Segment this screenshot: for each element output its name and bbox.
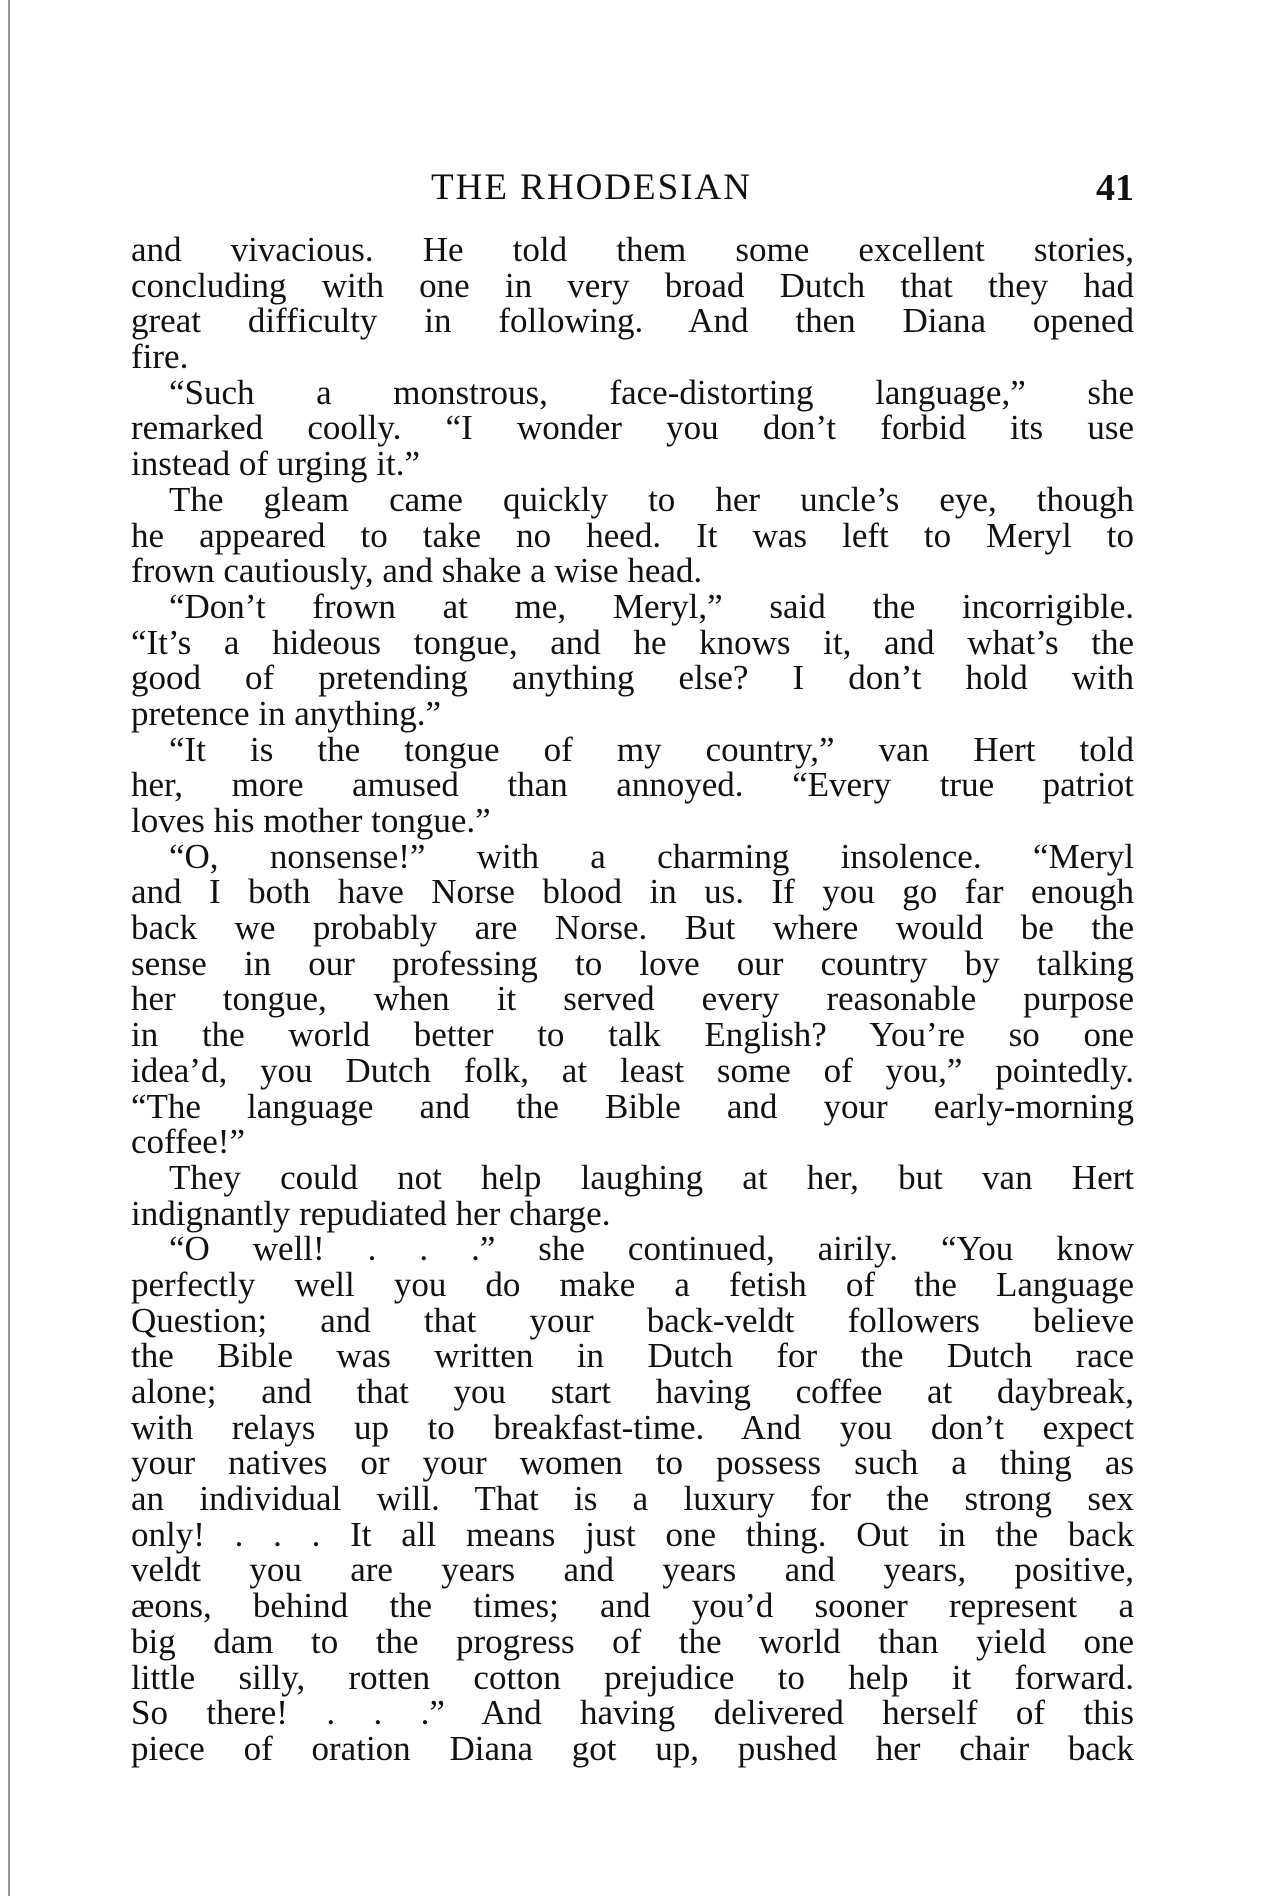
text-line: instead of urging it.” (131, 444, 421, 484)
text-line: “It’s a hideous tongue, and he knows it, and what’s the (131, 622, 1134, 662)
text-line: an individual will. That is a luxury for the strong sex (131, 1479, 1134, 1519)
text-line: only! . . . It all means just one thing. Out in the back (131, 1514, 1134, 1554)
text-line: So there! . . .” And having delivered herself of this (131, 1693, 1134, 1733)
text-line: fire. (131, 337, 189, 377)
text-line: good of pretending anything else? I don’t hold with (131, 658, 1134, 698)
text-line: piece of oration Diana got up, pushed her chair back (131, 1728, 1134, 1768)
text-line: They could not help laughing at her, but van Hert (169, 1157, 1134, 1197)
text-line: big dam to the progress of the world than yield one (131, 1621, 1134, 1661)
text-line: Question; and that your back-veldt followers believe (131, 1300, 1134, 1340)
text-line: “O, nonsense!” with a charming insolence. “Meryl (169, 836, 1134, 876)
text-line: æons, behind the times; and you’d sooner represent a (131, 1586, 1134, 1626)
text-line: in the world better to talk English? You’re so one (131, 1015, 1134, 1055)
text-line: sense in our professing to love our country by talking (131, 943, 1134, 983)
text-line: and vivacious. He told them some excellent stories, (131, 230, 1134, 269)
text-line: your natives or your women to possess such a thing as (131, 1443, 1134, 1483)
text-line: little silly, rotten cotton prejudice to help it forward. (131, 1657, 1134, 1697)
text-line: “It is the tongue of my country,” van Hert told (169, 729, 1134, 769)
text-line: remarked coolly. “I wonder you don’t forbid its use (131, 408, 1134, 448)
text-line: her tongue, when it served every reasonable purpose (131, 979, 1134, 1019)
scan-edge-line (8, 0, 10, 1896)
text-line: perfectly well you do make a fetish of the Language (131, 1264, 1134, 1304)
running-title: THE RHODESIAN (431, 167, 752, 208)
text-line: great difficulty in following. And then Diana opened (131, 301, 1134, 341)
text-line: the Bible was written in Dutch for the Dutch race (131, 1336, 1134, 1376)
text-line: “O well! . . .” she continued, airily. “You know (169, 1229, 1134, 1269)
page-number: 41 (1096, 167, 1134, 209)
text-line: coffee!” (131, 1122, 245, 1162)
text-line: “The language and the Bible and your early-morning (131, 1086, 1134, 1126)
page-header (131, 168, 1134, 208)
text-line: he appeared to take no heed. It was left to Meryl to (131, 515, 1134, 555)
text-line: idea’d, you Dutch folk, at least some of you,” pointedly. (131, 1050, 1134, 1090)
text-line: and I both have Norse blood in us. If you go far enough (131, 872, 1134, 912)
text-line: frown cautiously, and shake a wise head. (131, 551, 703, 591)
text-line: back we probably are Norse. But where would be the (131, 908, 1134, 948)
page-body-text (131, 232, 1134, 1767)
text-line: indignantly repudiated her charge. (131, 1193, 611, 1233)
text-line: “Such a monstrous, face-distorting language,” she (169, 372, 1134, 412)
text-line: “Don’t frown at me, Meryl,” said the incorrigible. (169, 586, 1134, 626)
text-line: concluding with one in very broad Dutch that they had (131, 265, 1134, 305)
text-line: her, more amused than annoyed. “Every true patriot (131, 765, 1134, 805)
text-line: alone; and that you start having coffee at daybreak, (131, 1372, 1134, 1411)
text-line: The gleam came quickly to her uncle’s eye, though (169, 479, 1134, 519)
text-line: with relays up to breakfast-time. And you don’t expect (131, 1407, 1134, 1447)
text-line: loves his mother tongue.” (131, 801, 491, 840)
text-line: veldt you are years and years and years, positive, (131, 1550, 1134, 1590)
text-line: pretence in anything.” (131, 693, 442, 733)
